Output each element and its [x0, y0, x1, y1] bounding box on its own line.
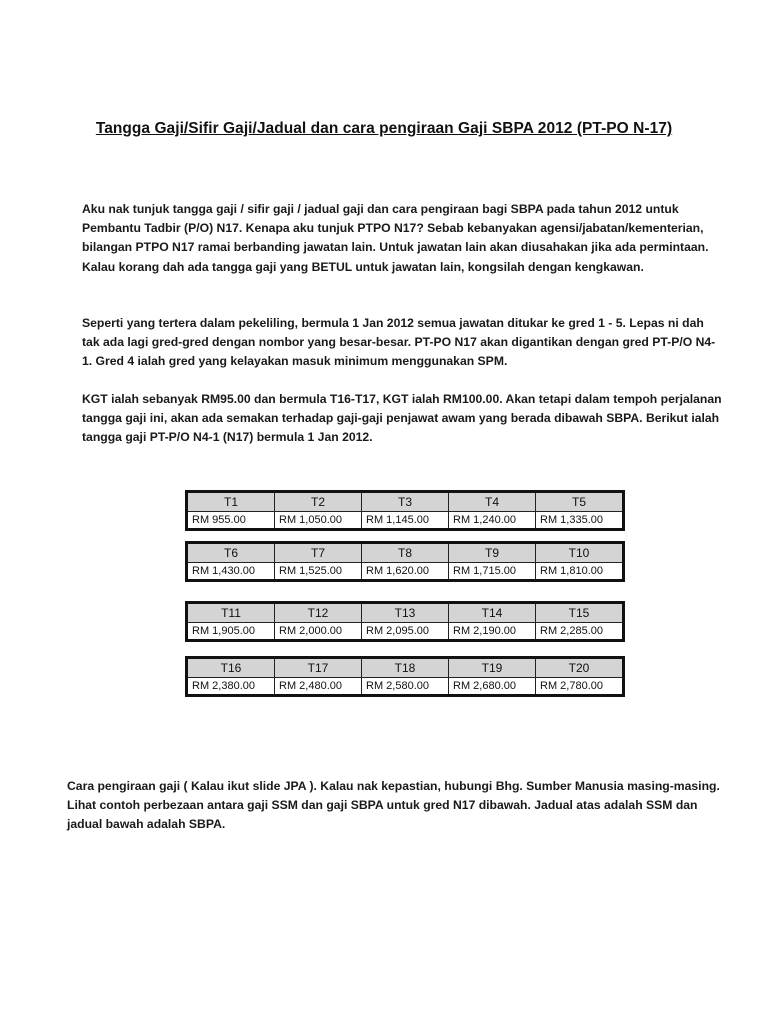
table-header-cell: T17 [275, 658, 362, 678]
intro-paragraph: Aku nak tunjuk tangga gaji / sifir gaji / jadual gaji dan cara pengiraan bagi SBPA pada tahun 2012 untuk Pembantu Tadbir (P/O) N17. Kenapa aku tunjuk PTPO N17? Sebab kebanyakan agensi/jabatan/kementerian, bilangan PTPO N17 ramai berbanding jawatan lain. Untuk jawatan lain akan diusahakan jika ada permintaan. Kalau korang dah ada tangga gaji yang BETUL untuk jawatan lain, kongsilah dengan kengkawan. [82, 202, 709, 274]
table-header-cell: T14 [449, 603, 536, 623]
table-header-cell: T6 [187, 543, 275, 563]
salary-cell: RM 2,680.00 [449, 678, 536, 696]
table-header-cell: T3 [362, 492, 449, 512]
table-header-cell: T15 [536, 603, 624, 623]
table-header-cell: T16 [187, 658, 275, 678]
kgt-paragraph: KGT ialah sebanyak RM95.00 dan bermula T16-T17, KGT ialah RM100.00. Akan tetapi dalam tempoh perjalanan tangga gaji ini, akan ada semakan terhadap gaji-gaji penjawat awam yang berada dibawah SBPA. Berikut ialah tangga gaji PT-P/O N4-1 (N17) bermula 1 Jan 2012. [82, 392, 722, 445]
salary-cell: RM 1,335.00 [536, 512, 624, 530]
salary-cell: RM 2,000.00 [275, 623, 362, 641]
salary-cell: RM 2,580.00 [362, 678, 449, 696]
table-header-cell: T1 [187, 492, 275, 512]
salary-cell: RM 1,525.00 [275, 563, 362, 581]
table-header-cell: T18 [362, 658, 449, 678]
salary-cell: RM 2,380.00 [187, 678, 275, 696]
salary-cell: RM 2,285.00 [536, 623, 624, 641]
grade-change-paragraph: Seperti yang tertera dalam pekeliling, bermula 1 Jan 2012 semua jawatan ditukar ke gred 1 - 5. Lepas ni dah tak ada lagi gred-gred dengan nombor yang besar-besar. PT-PO N17 akan digantikan dengan gred PT-P/O N4-1. Gred 4 ialah gred yang kelayakan masuk minimum menggunakan SPM. [82, 316, 716, 369]
salary-table-t6-t10 [185, 541, 625, 582]
table-row [187, 563, 624, 581]
table-header-cell: T8 [362, 543, 449, 563]
table-header-cell: T11 [187, 603, 275, 623]
page-title: Tangga Gaji/Sifir Gaji/Jadual dan cara pengiraan Gaji SBPA 2012 (PT-PO N-17) [95, 120, 673, 137]
table-row [187, 623, 624, 641]
table-header-cell: T9 [449, 543, 536, 563]
table-header-row [187, 543, 624, 563]
table-header-cell: T19 [449, 658, 536, 678]
salary-cell: RM 2,780.00 [536, 678, 624, 696]
table-header-row [187, 492, 624, 512]
table-header-cell: T7 [275, 543, 362, 563]
salary-cell: RM 2,480.00 [275, 678, 362, 696]
table-header-row [187, 603, 624, 623]
salary-cell: RM 1,430.00 [187, 563, 275, 581]
calculation-paragraph: Cara pengiraan gaji ( Kalau ikut slide JPA ). Kalau nak kepastian, hubungi Bhg. Sumber Manusia masing-masing. Lihat contoh perbezaan antara gaji SSM dan gaji SBPA untuk gred N17 dibawah. Jadual atas adalah SSM dan jadual bawah adalah SBPA. [67, 779, 720, 832]
table-header-row [187, 658, 624, 678]
salary-cell: RM 2,190.00 [449, 623, 536, 641]
salary-cell: RM 1,145.00 [362, 512, 449, 530]
table-header-cell: T20 [536, 658, 624, 678]
table-header-cell: T4 [449, 492, 536, 512]
salary-cell: RM 1,905.00 [187, 623, 275, 641]
salary-table-t1-t5 [185, 490, 625, 531]
salary-table-t16-t20 [185, 656, 625, 697]
salary-cell: RM 1,810.00 [536, 563, 624, 581]
table-header-cell: T12 [275, 603, 362, 623]
table-header-cell: T2 [275, 492, 362, 512]
table-header-cell: T5 [536, 492, 624, 512]
table-row [187, 512, 624, 530]
salary-cell: RM 1,240.00 [449, 512, 536, 530]
salary-cell: RM 2,095.00 [362, 623, 449, 641]
table-header-cell: T10 [536, 543, 624, 563]
table-header-cell: T13 [362, 603, 449, 623]
table-row [187, 678, 624, 696]
salary-table-t11-t15 [185, 601, 625, 642]
salary-cell: RM 1,620.00 [362, 563, 449, 581]
salary-cell: RM 955.00 [187, 512, 275, 530]
salary-cell: RM 1,050.00 [275, 512, 362, 530]
salary-cell: RM 1,715.00 [449, 563, 536, 581]
